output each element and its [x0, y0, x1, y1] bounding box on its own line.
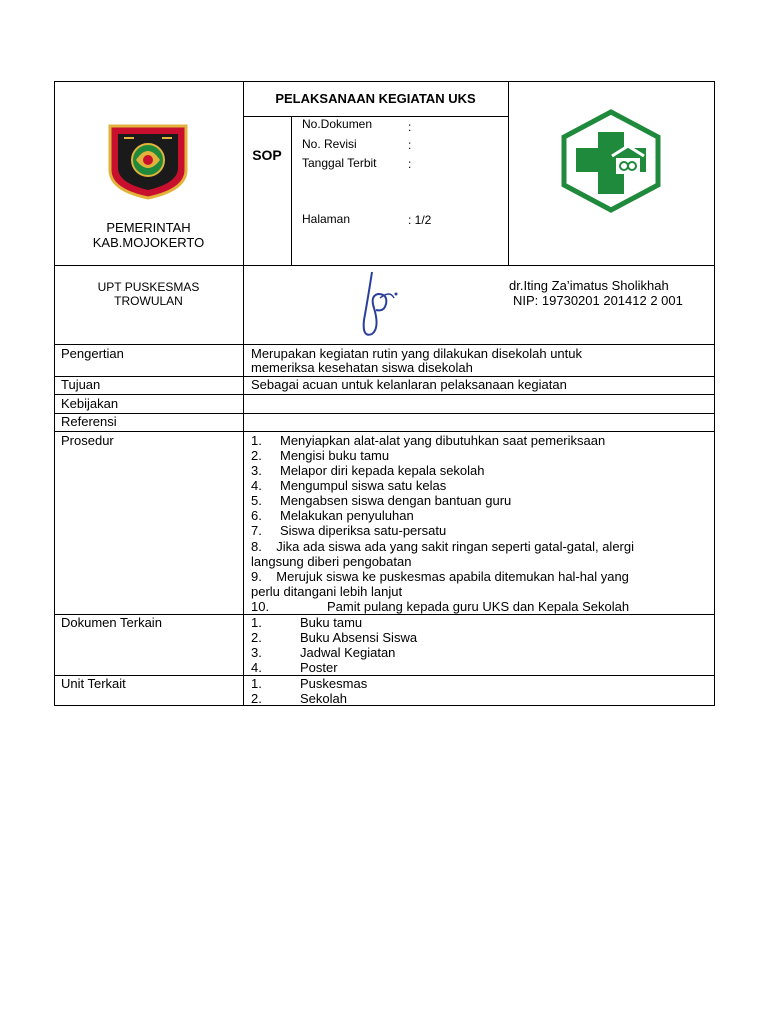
step-text: Pamit pulang kepada guru UKS dan Kepala Sekolah [327, 599, 630, 614]
unit-name-line2: TROWULAN [114, 294, 183, 308]
handwritten-signature [350, 268, 410, 342]
list-item [251, 433, 605, 448]
sop-label: SOP [252, 147, 282, 163]
meta-value-no-revisi: : [408, 138, 412, 152]
step-text: Melakukan penyuluhan [280, 508, 414, 523]
step-number: 10. [251, 599, 270, 614]
meta-label-no-revisi: No. Revisi [302, 137, 357, 151]
puskesmas-logo [560, 108, 662, 214]
list-item [251, 463, 485, 478]
step-text: Siswa diperiksa satu-persatu [280, 523, 447, 538]
document-title: PELAKSANAAN KEGIATAN UKS [275, 91, 476, 106]
step-text: Mengabsen siswa dengan bantuan guru [280, 493, 512, 508]
list-item [251, 478, 446, 493]
list-item [251, 630, 417, 645]
step-number: 4. [251, 478, 262, 493]
section-label-pengertian: Pengertian [61, 346, 124, 361]
step-number: 1. [251, 433, 262, 448]
signer-nip: NIP: 19730201 201412 2 001 [513, 293, 683, 308]
section-label-kebijakan: Kebijakan [61, 396, 119, 411]
unit-name-line1: UPT PUSKESMAS [97, 280, 200, 294]
list-item [251, 691, 347, 706]
item-text: Jadwal Kegiatan [300, 645, 396, 660]
step-text: Melapor diri kepada kepala sekolah [280, 463, 485, 478]
pengertian-text-line1: Merupakan kegiatan rutin yang dilakukan disekolah untuk [251, 346, 582, 361]
list-item [251, 660, 338, 675]
item-number: 2. [251, 691, 262, 706]
item-text: Buku tamu [300, 615, 363, 630]
pengertian-text-line2: memeriksa kesehatan siswa disekolah [251, 360, 473, 375]
list-item [251, 599, 629, 614]
org-name-line1: PEMERINTAH [106, 220, 191, 235]
step-number: 6. [251, 508, 262, 523]
list-item [251, 493, 511, 508]
step-number: 7. [251, 523, 262, 538]
step-number: 2. [251, 448, 262, 463]
step-number: 3. [251, 463, 262, 478]
meta-value-no-dokumen: : [408, 120, 412, 134]
mojokerto-crest-logo [106, 120, 190, 200]
step-8-line1: 8. Jika ada siswa ada yang sakit ringan seperti gatal-gatal, alergi [251, 539, 634, 554]
section-label-dokumen-terkait: Dokumen Terkain [61, 615, 162, 630]
list-item [251, 508, 414, 523]
step-8-line2: langsung diberi pengobatan [251, 554, 412, 569]
meta-value-tanggal-terbit: : [408, 157, 412, 171]
item-number: 1. [251, 615, 262, 630]
signer-name: dr.Iting Za’imatus Sholikhah [509, 278, 669, 293]
item-number: 2. [251, 630, 262, 645]
step-number: 5. [251, 493, 262, 508]
step-9-line1: 9. Merujuk siswa ke puskesmas apabila ditemukan hal-hal yang [251, 569, 629, 584]
step-text: Menyiapkan alat-alat yang dibutuhkan saat pemeriksaan [280, 433, 606, 448]
meta-label-tanggal-terbit: Tanggal Terbit [302, 156, 377, 170]
item-number: 4. [251, 660, 262, 675]
section-label-tujuan: Tujuan [61, 377, 101, 392]
section-label-unit-terkait: Unit Terkait [61, 676, 126, 691]
list-item [251, 645, 395, 660]
item-number: 1. [251, 676, 262, 691]
list-item [251, 523, 446, 538]
meta-label-no-dokumen: No.Dokumen [302, 117, 373, 131]
section-label-referensi: Referensi [61, 414, 117, 429]
step-9-line2: perlu ditangani lebih lanjut [251, 584, 403, 599]
item-number: 3. [251, 645, 262, 660]
step-text: Mengumpul siswa satu kelas [280, 478, 447, 493]
step-text: Mengisi buku tamu [280, 448, 390, 463]
item-text: Puskesmas [300, 676, 368, 691]
list-item [251, 448, 389, 463]
item-text: Sekolah [300, 691, 347, 706]
list-item [251, 615, 362, 630]
section-label-prosedur: Prosedur [61, 433, 114, 448]
list-item [251, 676, 367, 691]
meta-value-halaman: : 1/2 [408, 213, 432, 227]
org-name-line2: KAB.MOJOKERTO [92, 235, 205, 250]
meta-label-halaman: Halaman [302, 212, 351, 226]
tujuan-text: Sebagai acuan untuk kelanlaran pelaksanaan kegiatan [251, 377, 567, 392]
item-text: Poster [300, 660, 338, 675]
item-text: Buku Absensi Siswa [300, 630, 418, 645]
